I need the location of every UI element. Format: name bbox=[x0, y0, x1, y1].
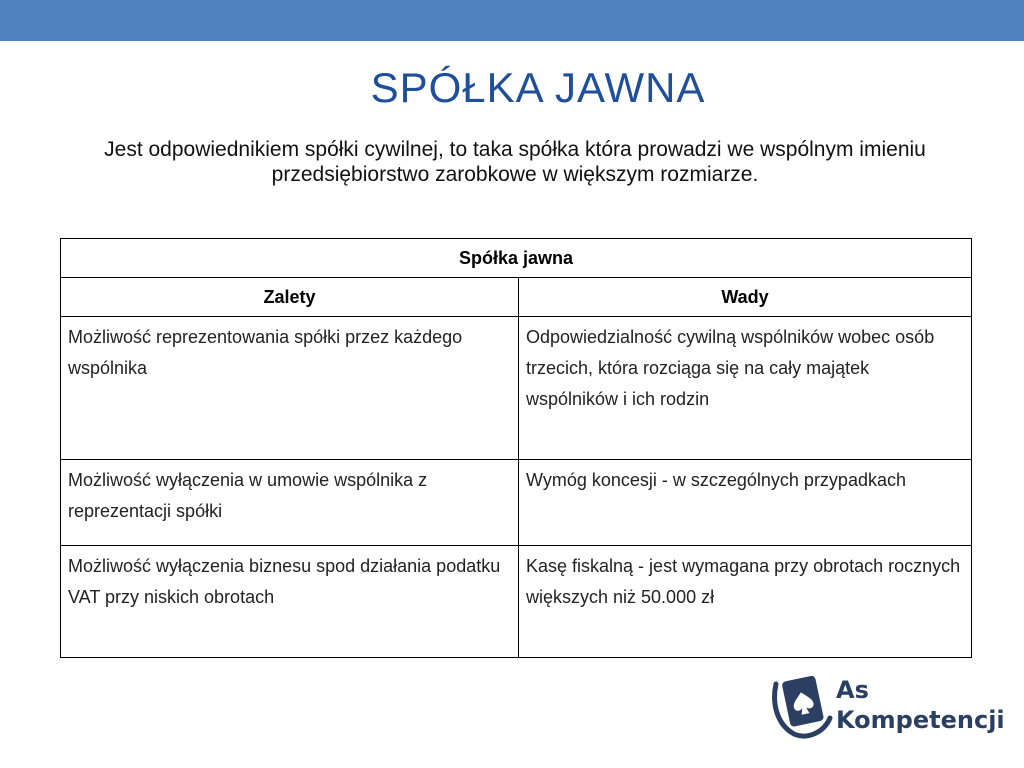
table-title: Spółka jawna bbox=[61, 239, 972, 278]
logo-text-kompetencji: Kompetencji bbox=[836, 706, 1005, 734]
top-accent-bar bbox=[0, 0, 1024, 41]
slide-title: SPÓŁKA JAWNA bbox=[370, 64, 706, 111]
table-title-row bbox=[61, 239, 972, 278]
table-row bbox=[61, 317, 972, 460]
advantage-cell: Możliwość wyłączenia w umowie wspólnika z reprezentacji spółki bbox=[61, 460, 519, 546]
disadvantage-cell: Wymóg koncesji - w szczególnych przypadkach bbox=[519, 460, 972, 546]
brand-logo[interactable] bbox=[768, 668, 1005, 743]
slide-subtitle: Jest odpowiednikiem spółki cywilnej, to taka spółka która prowadzi we wspólnym imieniu przedsiębiorstwo zarobkowe w większym rozmiarze. bbox=[104, 138, 926, 186]
table-row bbox=[61, 546, 972, 658]
spade-card-icon bbox=[768, 668, 836, 740]
disadvantage-cell: Odpowiedzialność cywilną wspólników wobec osób trzecich, która rozciąga się na cały majątek wspólników i ich rodzin bbox=[519, 317, 972, 460]
advantage-cell: Możliwość wyłączenia biznesu spod działania podatku VAT przy niskich obrotach bbox=[61, 546, 519, 658]
disadvantage-cell: Kasę fiskalną - jest wymagana przy obrotach rocznych większych niż 50.000 zł bbox=[519, 546, 972, 658]
comparison-table bbox=[60, 238, 972, 658]
logo-text-as: As bbox=[836, 676, 869, 704]
table-header-row bbox=[61, 278, 972, 317]
header-advantages: Zalety bbox=[61, 278, 519, 317]
header-disadvantages: Wady bbox=[519, 278, 972, 317]
advantage-cell: Możliwość reprezentowania spółki przez każdego wspólnika bbox=[61, 317, 519, 460]
table-row bbox=[61, 460, 972, 546]
